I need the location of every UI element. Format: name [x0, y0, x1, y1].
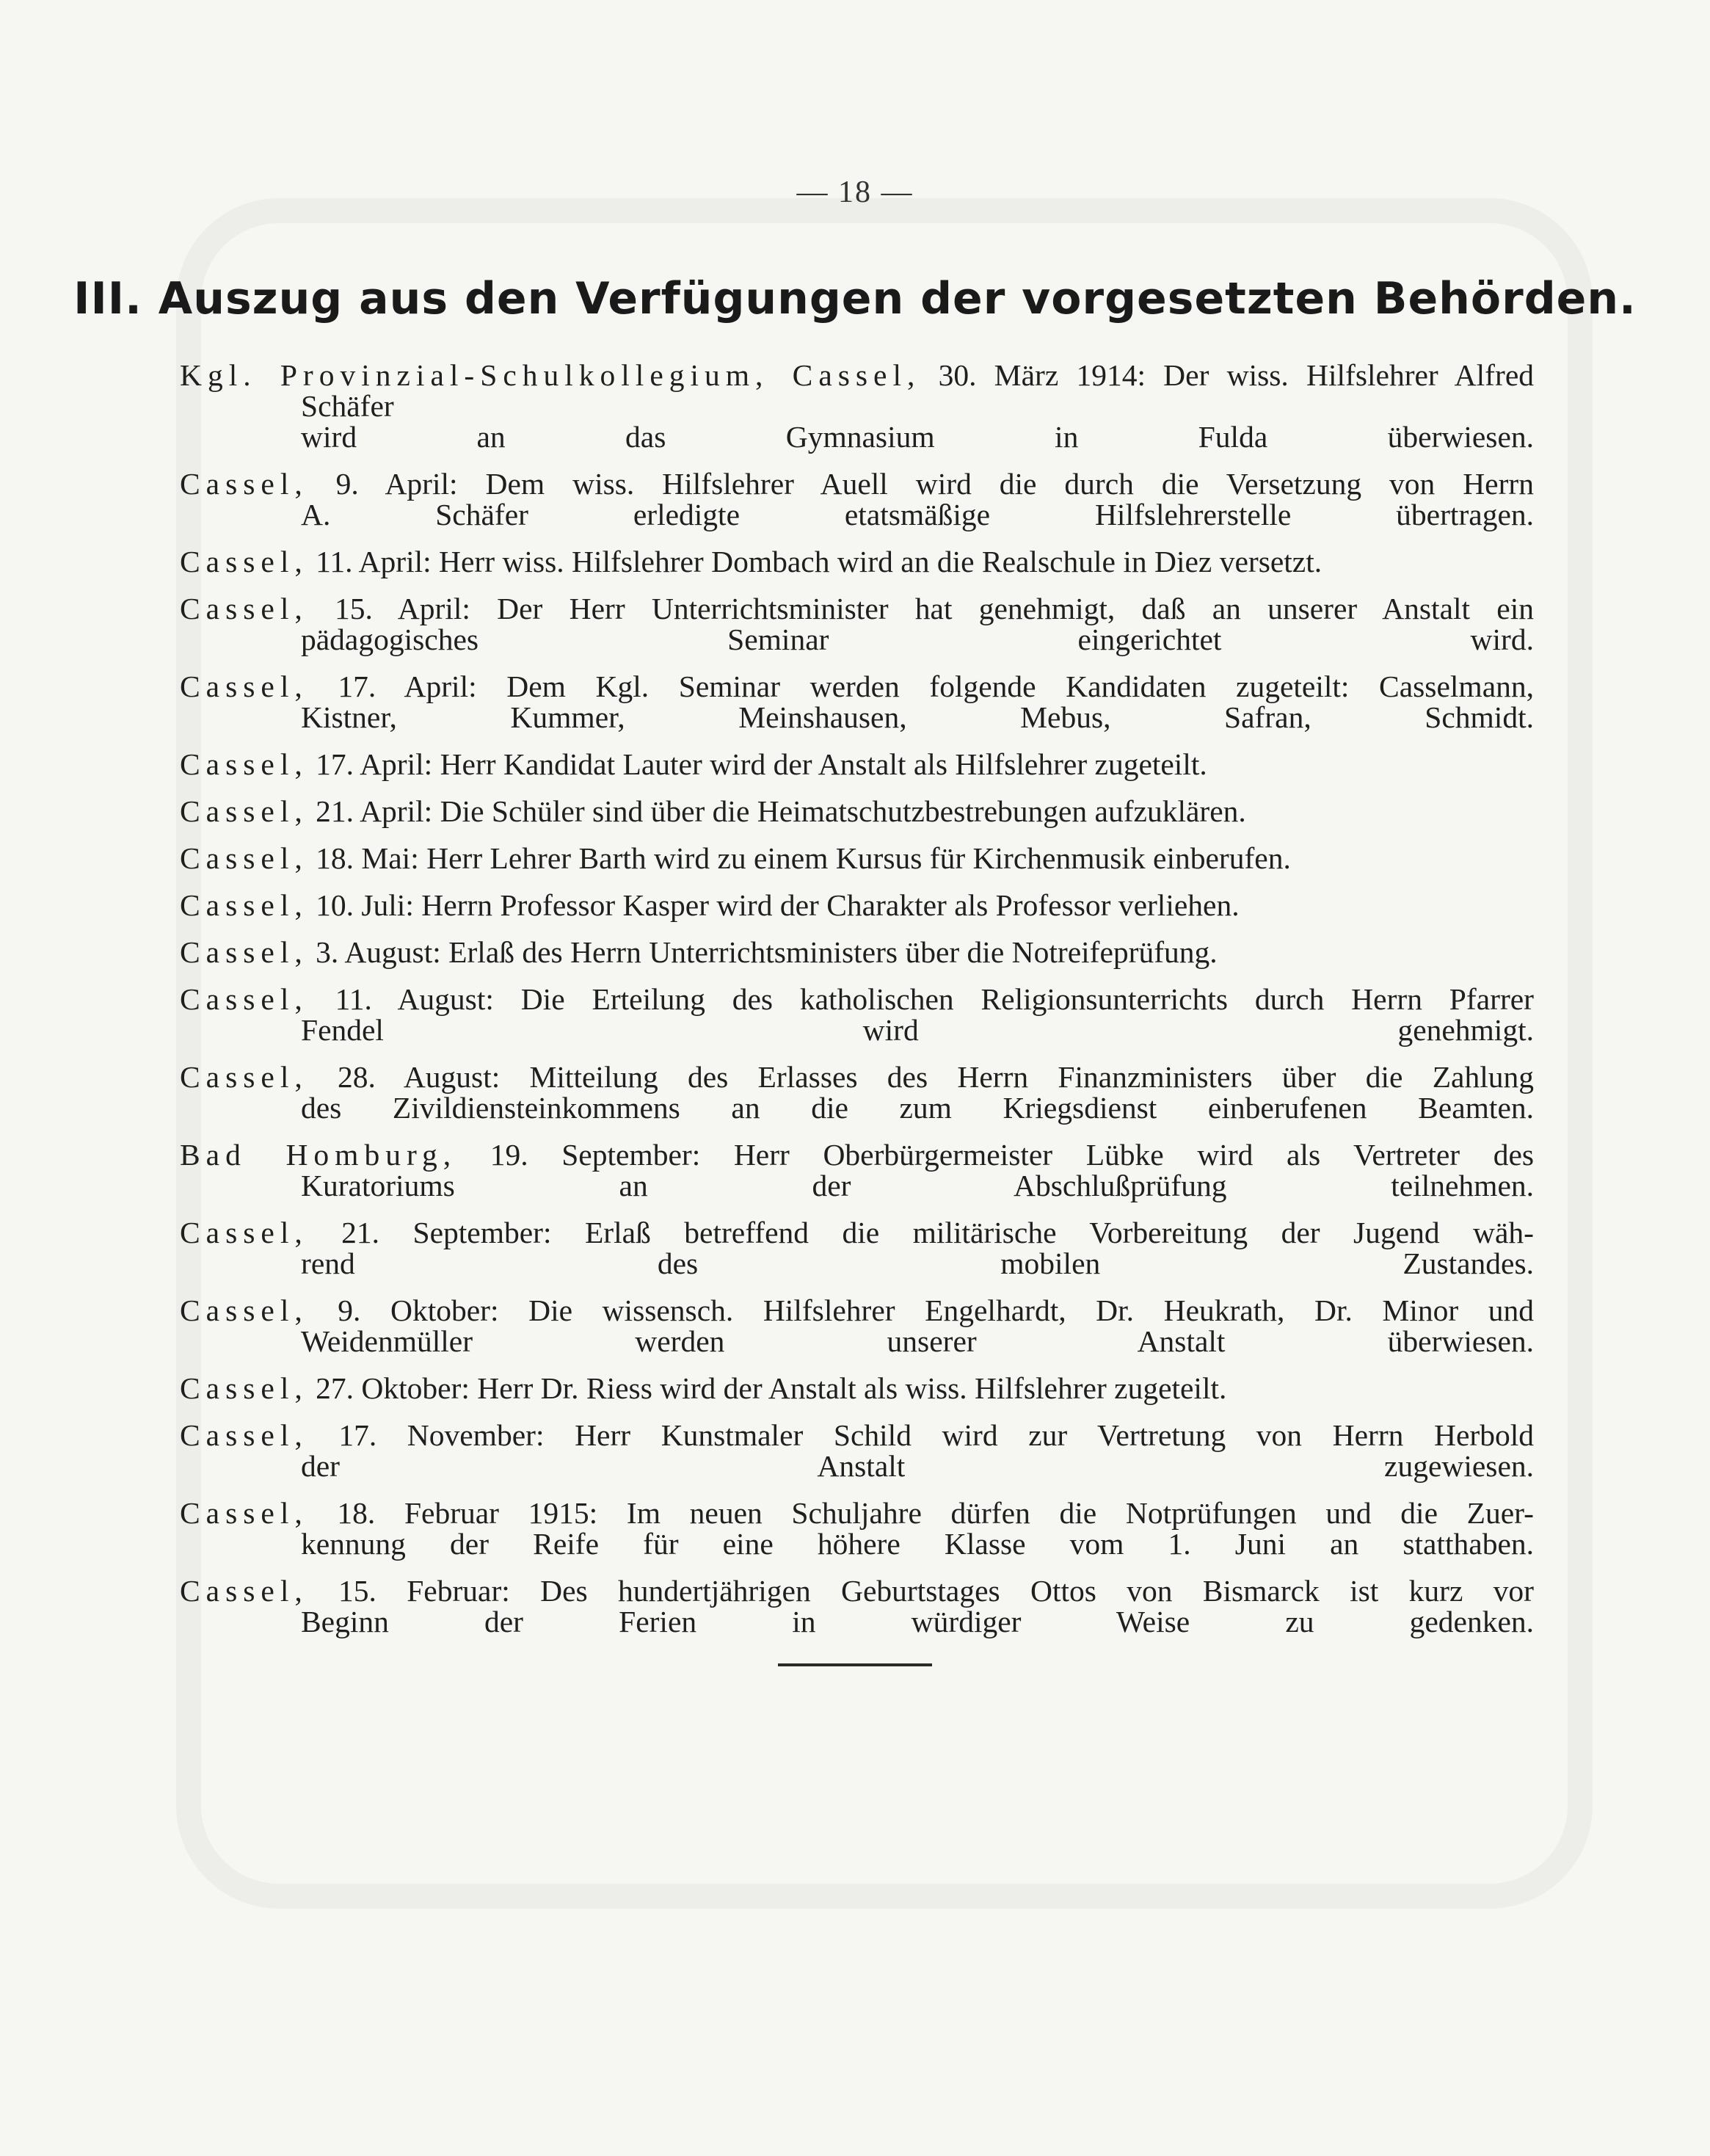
entry-line-2: wird an das Gymnasium in Fulda überwiesen. — [301, 420, 1534, 454]
decree-entry — [180, 749, 1534, 780]
entry-line-1: 18. Februar 1915: Im neuen Schuljahre dürfen die Notprüfungen und die Zuer- — [308, 1496, 1534, 1530]
decree-entry — [180, 984, 1534, 1045]
closing-rule — [778, 1663, 932, 1666]
entry-line-1: 18. Mai: Herr Lehrer Barth wird zu einem Kursus für Kirchenmusik einberufen. — [308, 841, 1291, 875]
page-number: — 18 — — [796, 175, 914, 209]
entry-place: Cassel, — [180, 935, 308, 969]
entry-place: Cassel, — [180, 747, 308, 781]
decree-entry — [180, 1061, 1534, 1123]
entry-place: Cassel, — [180, 545, 308, 578]
entry-place: Cassel, — [180, 1293, 308, 1327]
decree-entry — [180, 937, 1534, 968]
entry-line-1: 17. April: Herr Kandidat Lauter wird der Anstalt als Hilfslehrer zugeteilt. — [308, 747, 1207, 781]
entry-line-2: Beginn der Ferien in würdiger Weise zu gedenken. — [301, 1605, 1534, 1638]
entry-line-1: 28. August: Mitteilung des Erlasses des Herrn Finanzministers über die Zahlung — [308, 1060, 1534, 1094]
entry-line-2: der Anstalt zugewiesen. — [301, 1449, 1534, 1483]
decree-entry — [180, 796, 1534, 827]
decree-entry — [180, 1217, 1534, 1279]
entry-line-1: 9. April: Dem wiss. Hilfslehrer Auell wird die durch die Versetzung von Herrn — [308, 467, 1534, 501]
decree-entry — [180, 360, 1534, 452]
decree-entry — [180, 593, 1534, 655]
entry-line-2: Fendel wird genehmigt. — [301, 1013, 1534, 1047]
entry-line-1: 3. August: Erlaß des Herrn Unterrichtsministers über die Notreifeprüfung. — [308, 935, 1218, 969]
entry-place: Cassel, — [180, 1418, 308, 1452]
entry-line-1: 30. März 1914: Der wiss. Hilfslehrer Alfred Schäfer — [301, 358, 1534, 423]
entry-line-1: 15. Februar: Des hundertjährigen Geburtstages Ottos von Bismarck ist kurz vor — [308, 1574, 1534, 1608]
entry-place: Cassel, — [180, 794, 308, 828]
entry-line-1: 21. September: Erlaß betreffend die militärische Vorbereitung der Jugend wäh- — [308, 1216, 1534, 1249]
decree-entry — [180, 546, 1534, 577]
decree-entry — [180, 1373, 1534, 1404]
entry-line-2: A. Schäfer erledigte etatsmäßige Hilfslehrerstelle übertragen. — [301, 498, 1534, 531]
decree-entry — [180, 1498, 1534, 1559]
decree-list — [180, 360, 1534, 1653]
entry-line-1: 10. Juli: Herrn Professor Kasper wird der Charakter als Professor verliehen. — [308, 888, 1240, 922]
entry-place: Cassel, — [180, 1216, 308, 1249]
entry-line-1: 15. April: Der Herr Unterrichtsminister hat genehmigt, daß an unserer Anstalt ein — [308, 592, 1534, 625]
decree-entry — [180, 1420, 1534, 1481]
entry-line-2: rend des mobilen Zustandes. — [301, 1246, 1534, 1280]
entry-line-1: 17. April: Dem Kgl. Seminar werden folgende Kandidaten zugeteilt: Casselmann, — [308, 669, 1534, 703]
entry-line-1: 17. November: Herr Kunstmaler Schild wird zur Vertretung von Herrn Herbold — [308, 1418, 1534, 1452]
entry-place: Cassel, — [180, 982, 308, 1016]
entry-line-1: 11. August: Die Erteilung des katholischen Religionsunterrichts durch Herrn Pfarrer — [308, 982, 1534, 1016]
entry-line-1: 21. April: Die Schüler sind über die Heimatschutzbestrebungen aufzuklären. — [308, 794, 1246, 828]
entry-line-2: pädagogisches Seminar eingerichtet wird. — [301, 623, 1534, 656]
entry-place: Bad Homburg, — [180, 1138, 457, 1172]
entry-place: Cassel, — [180, 888, 308, 922]
entry-place: Cassel, — [180, 1574, 308, 1608]
entry-line-1: 27. Oktober: Herr Dr. Riess wird der Anstalt als wiss. Hilfslehrer zugeteilt. — [308, 1371, 1227, 1405]
entry-place: Cassel, — [180, 1060, 308, 1094]
entry-line-1: 19. September: Herr Oberbürgermeister Lübke wird als Vertreter des — [456, 1138, 1535, 1172]
entry-line-2: Weidenmüller werden unserer Anstalt überwiesen. — [301, 1324, 1534, 1358]
decree-entry — [180, 1575, 1534, 1637]
entry-place: Kgl. Provinzial-Schulkollegium, Cassel, — [180, 358, 921, 392]
entry-place: Cassel, — [180, 1371, 308, 1405]
entry-place: Cassel, — [180, 592, 308, 625]
entry-line-2: Kistner, Kummer, Meinshausen, Mebus, Safran, Schmidt. — [301, 700, 1534, 734]
section-heading: III. Auszug aus den Verfügungen der vorgesetzten Behörden. — [73, 273, 1637, 324]
decree-entry — [180, 671, 1534, 733]
decree-entry — [180, 1139, 1534, 1201]
entry-place: Cassel, — [180, 467, 308, 501]
entry-place: Cassel, — [180, 669, 308, 703]
decree-entry — [180, 1295, 1534, 1357]
decree-entry — [180, 843, 1534, 874]
entry-line-2: des Zivildiensteinkommens an die zum Kriegsdienst einberufenen Beamten. — [301, 1091, 1534, 1125]
entry-place: Cassel, — [180, 1496, 308, 1530]
entry-place: Cassel, — [180, 841, 308, 875]
entry-line-1: 9. Oktober: Die wissensch. Hilfslehrer Engelhardt, Dr. Heukrath, Dr. Minor und — [308, 1293, 1534, 1327]
entry-line-2: Kuratoriums an der Abschlußprüfung teilnehmen. — [301, 1169, 1534, 1202]
decree-entry — [180, 468, 1534, 530]
entry-line-2: kennung der Reife für eine höhere Klasse vom 1. Juni an statthaben. — [301, 1527, 1534, 1561]
decree-entry — [180, 890, 1534, 921]
entry-line-1: 11. April: Herr wiss. Hilfslehrer Dombach wird an die Realschule in Diez versetzt. — [308, 545, 1322, 578]
